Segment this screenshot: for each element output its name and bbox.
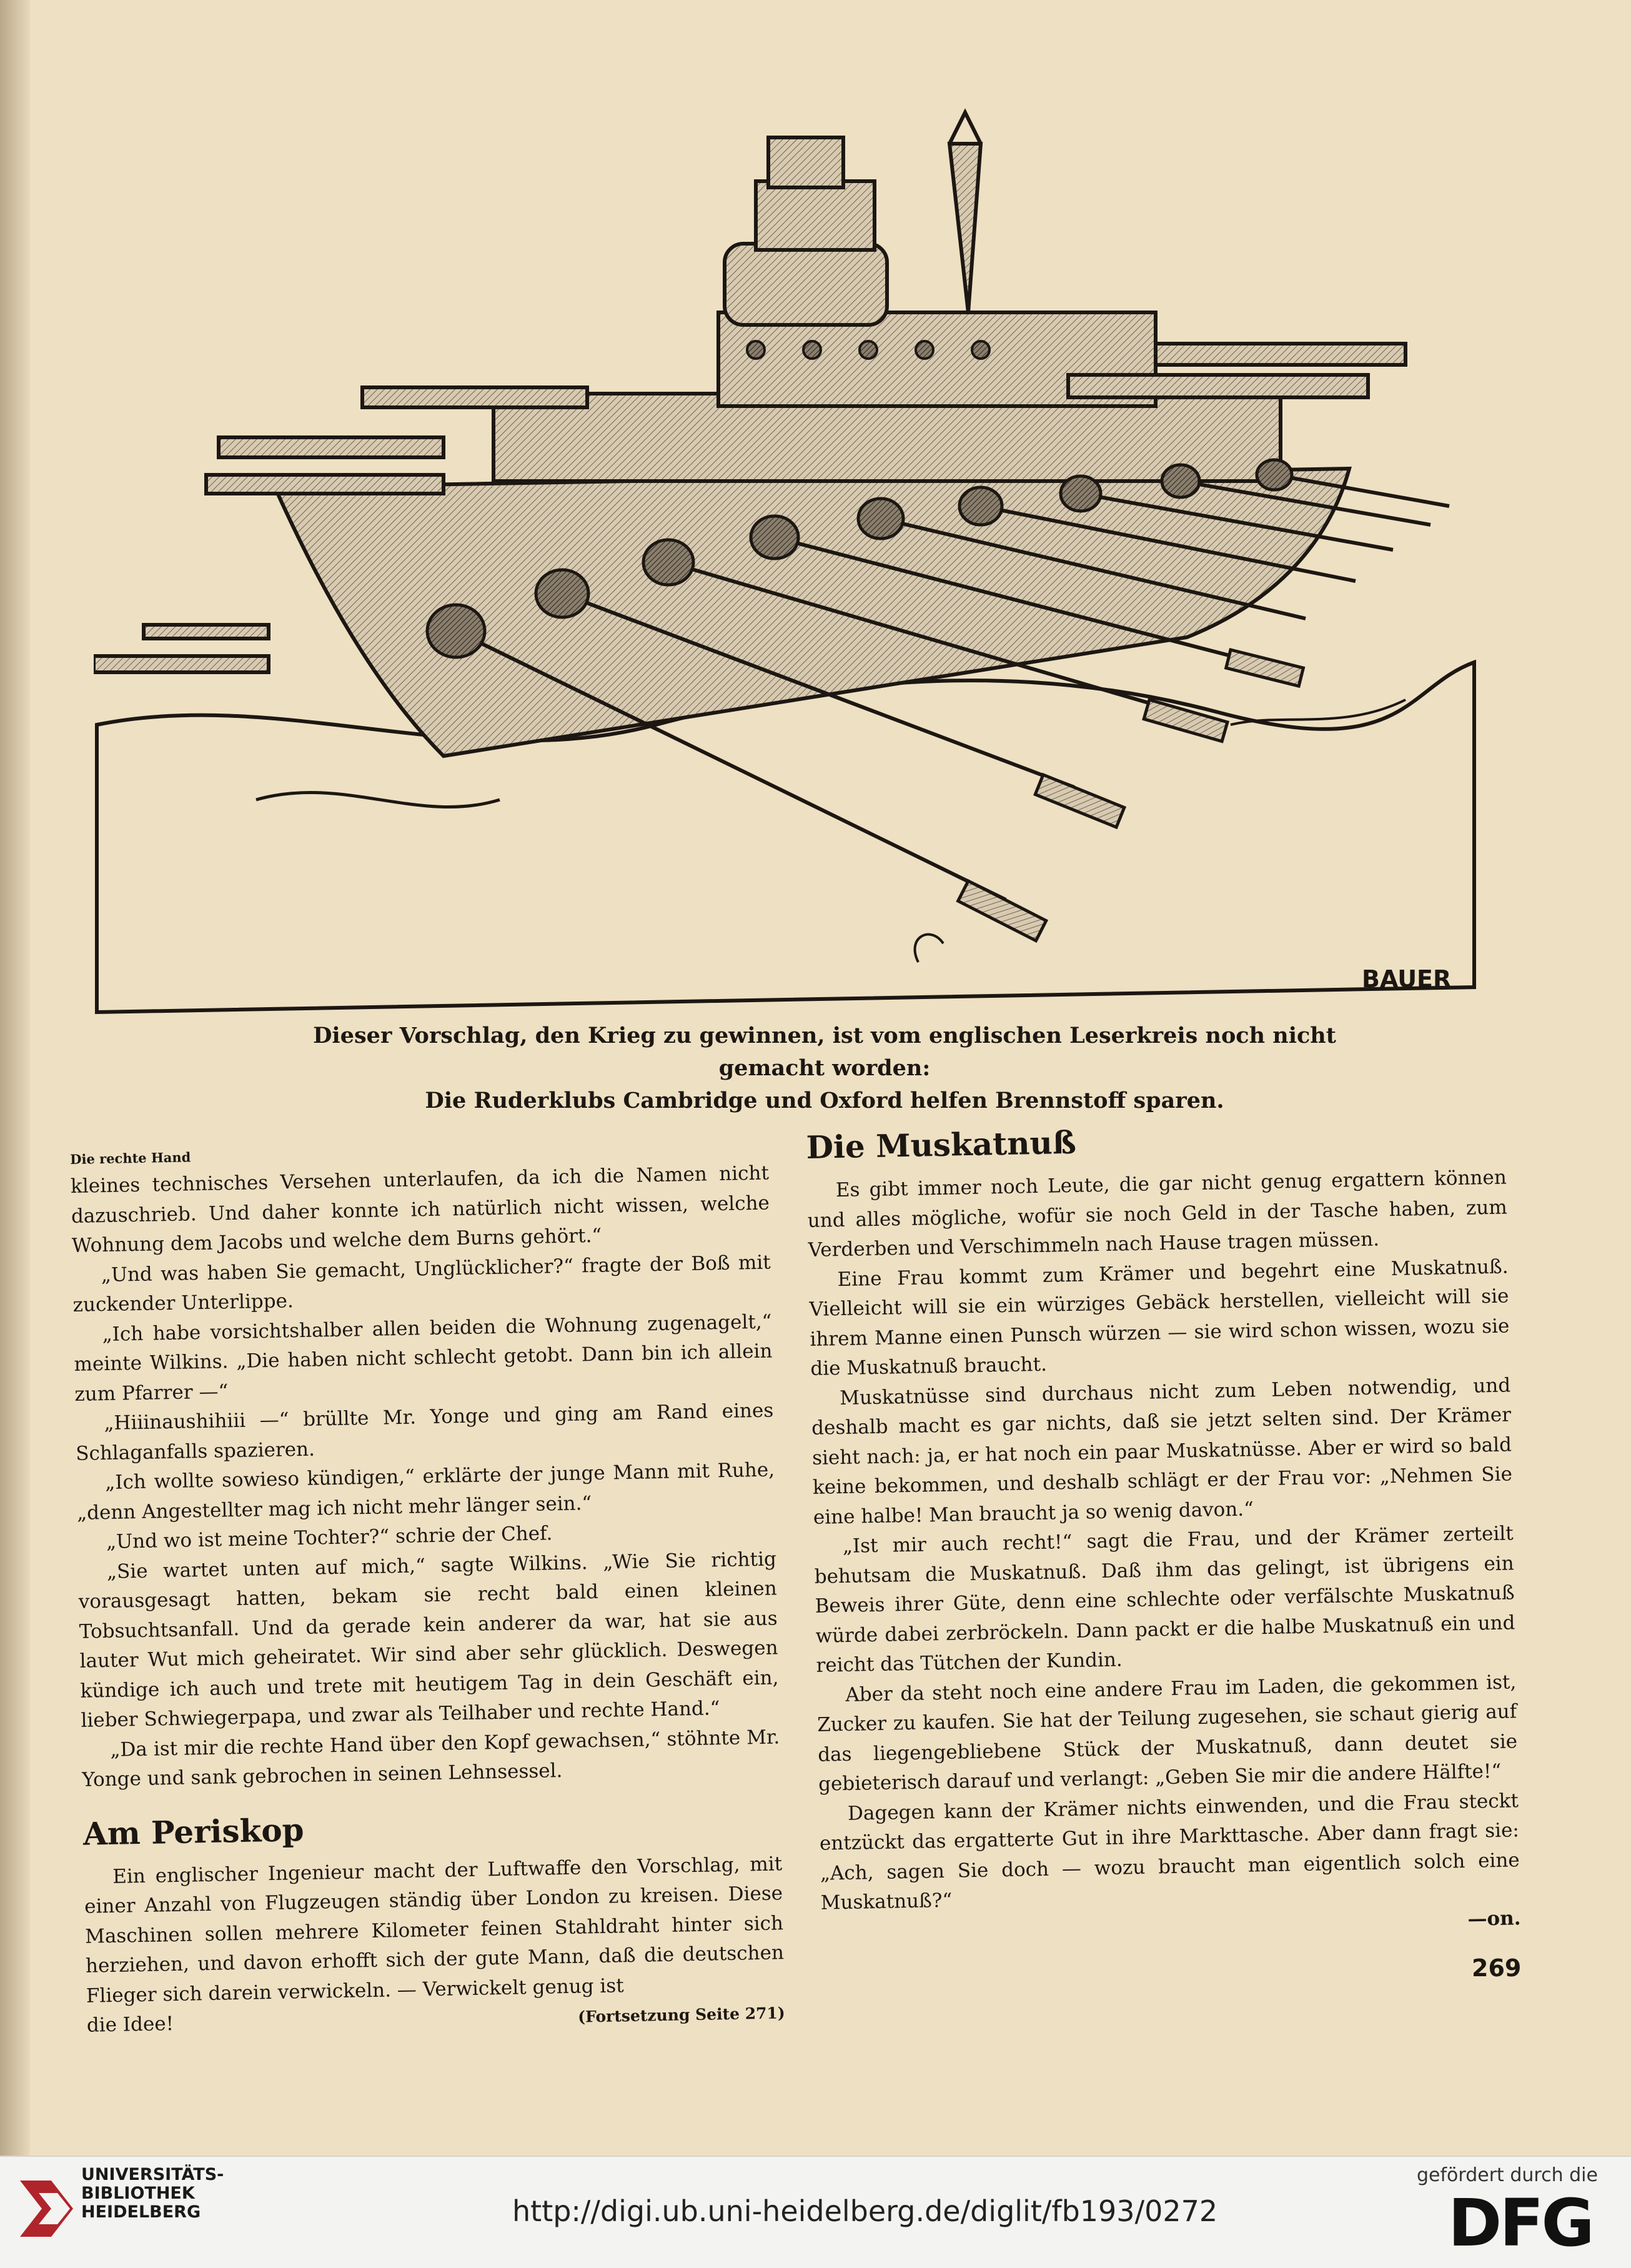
- artist-signature: BAUER: [1362, 965, 1452, 993]
- periskop-text: Ein englischer Ingenieur macht der Luftwaffe den Vorschlag, mit einer Anzahl von Flugzeugen ständig über London zu kreisen. Diese Maschinen sollen mehrere Kilometer feinen Stahldraht hinter sich herziehen, und davon erhofft sich der gute Mann, daß die deutschen Flieger sich darein verwickeln. — Verwickelt genug ist: [84, 1852, 785, 2007]
- periskop-text-end: die Idee!: [86, 2012, 174, 2037]
- story-paragraph: kleines technisches Versehen unterlaufen, da ich die Namen nicht dazuschrieb. Und daher konnte ich natürlich nicht wissen, welche Wohnung dem Jacobs und welche dem Burns gehört.“: [70, 1161, 770, 1257]
- muskatnuss-paragraph: Dagegen kann der Krämer nichts einwenden, und die Frau steckt entzückt das ergatterte Gut in ihre Markttasche. Aber dann fragt sie: „Ach, sagen Sie doch — wozu braucht man eigentlich solch eine Muskatnuß?“: [819, 1789, 1520, 1914]
- right-column: [806, 1114, 1521, 1946]
- binding-gutter: [0, 0, 30, 2156]
- story-paragraph: „Da ist mir die rechte Hand über den Kopf gewachsen,“ stöhnte Mr. Yonge und sank gebrochen in seinen Lehnsessel.: [81, 1725, 780, 1791]
- section-title-muskatnuss: Die Muskatnuß: [806, 1123, 1077, 1166]
- section-title-periskop: Am Periskop: [82, 1811, 305, 1853]
- muskatnuss-paragraph: Eine Frau kommt zum Krämer und begehrt eine Muskatnuß. Vielleicht will sie ein würziges Gebäck herstellen, vielleicht will sie ihrem Manne einen Punsch würzen — sie wird schon wissen, wozu sie die Muskatnuß braucht.: [809, 1255, 1510, 1380]
- left-column: [70, 1138, 785, 2042]
- story-paragraph: „Ich habe vorsichtshalber allen beiden die Wohnung zugenagelt,“ meinte Wilkins. „Die haben nicht schlecht getobt. Dann bin ich allein zum Pfarrer —“: [74, 1310, 773, 1406]
- caption-line-2: Die Ruderklubs Cambridge und Oxford helfen Brennstoff sparen.: [425, 1088, 1224, 1113]
- story-paragraph: „Ich wollte sowieso kündigen,“ erklärte der junge Mann mit Ruhe, „denn Angestellter mag ich nicht mehr länger sein.“: [76, 1458, 775, 1524]
- story-paragraph: „Sie wartet unten auf mich,“ sagte Wilkins. „Wie Sie richtig vorausgesagt hatten, bekam sie recht bald einen kleinen Tobsuchtsanfall. Und da gerade kein anderer da war, hat sie aus lauter Wut mich geheiratet. Wir sind aber sehr glücklich. Deswegen kündige ich auch und trete mit heutigem Tag in dein Geschäft ein, lieber Schwiegerpapa, und zwar als Teilhaber und rechte Hand.“: [78, 1547, 779, 1732]
- continuation-note: (Fortsetzung Seite 271): [577, 2004, 785, 2026]
- running-head: Die rechte Hand: [70, 1149, 191, 1167]
- caption-line-1: Dieser Vorschlag, den Krieg zu gewinnen, ist vom englischen Leserkreis noch nicht gemacht worden:: [313, 1023, 1336, 1081]
- muskatnuss-paragraph: Es gibt immer noch Leute, die gar nicht genug ergattern können und alles mögliche, wofür sie noch Geld in der Tasche haben, zum Verderben und Verschimmeln nach Hause tragen müssen.: [807, 1166, 1507, 1261]
- author-signature: —on.: [1467, 1906, 1521, 1931]
- library-name: UNIVERSITÄTS- BIBLIOTHEK HEIDELBERG: [81, 2165, 224, 2222]
- dfg-logo: DFG: [1448, 2185, 1592, 2261]
- illustration-caption: [262, 1020, 1387, 1117]
- story-paragraph: „Und wo ist meine Tochter?“ schrie der Chef.: [106, 1522, 553, 1553]
- story-paragraph: „Hiiinaushihiii —“ brüllte Mr. Yonge und ging am Rand eines Schlaganfalls spazieren.: [75, 1399, 774, 1465]
- muskatnuss-paragraph: Aber da steht noch eine andere Frau im Laden, die gekommen ist, Zucker zu kaufen. Sie hat der Teilung zugesehen, sie schaut gierig auf das liegengebliebene Stück der Muskatnuß, dann deutet sie gebieterisch darauf und verlangt: „Geben Sie mir die andere Hälfte!“: [817, 1670, 1518, 1796]
- muskatnuss-paragraph: Muskatnüsse sind durchaus nicht zum Leben notwendig, und deshalb macht es gar nichts, daß sie jetzt selten sind. Der Krämer sieht nach: ja, er hat noch ein paar Muskatnüsse. Aber er wird so bald keine bekommen, und deshalb schlägt er der Frau vor: „Nehmen Sie eine halbe! Man braucht ja so wenig davon.“: [811, 1373, 1513, 1529]
- battleship-cartoon-illustration: [94, 100, 1480, 1018]
- source-url-link[interactable]: http://digi.ub.uni-heidelberg.de/diglit/fb193/0272: [512, 2194, 1218, 2228]
- funding-label: gefördert durch die: [1417, 2164, 1598, 2186]
- muskatnuss-paragraph: „Ist mir auch recht!“ sagt die Frau, und der Krämer zerteilt behutsam die Muskatnuß. Daß ihm das gelingt, ist übrigens ein Beweis ihrer Güte, denn eine schlechte oder verfälschte Muskatnuß würde dabei zerbröckeln. Dann packt er die halbe Muskatnuß ein und reicht das Tütchen der Kundin.: [814, 1522, 1515, 1677]
- digitization-footer: [0, 2156, 1631, 2268]
- story-paragraph: „Und was haben Sie gemacht, Unglücklicher?“ fragte der Boß mit zuckender Unterlippe.: [72, 1251, 771, 1316]
- page-number: 269: [1472, 1954, 1522, 1982]
